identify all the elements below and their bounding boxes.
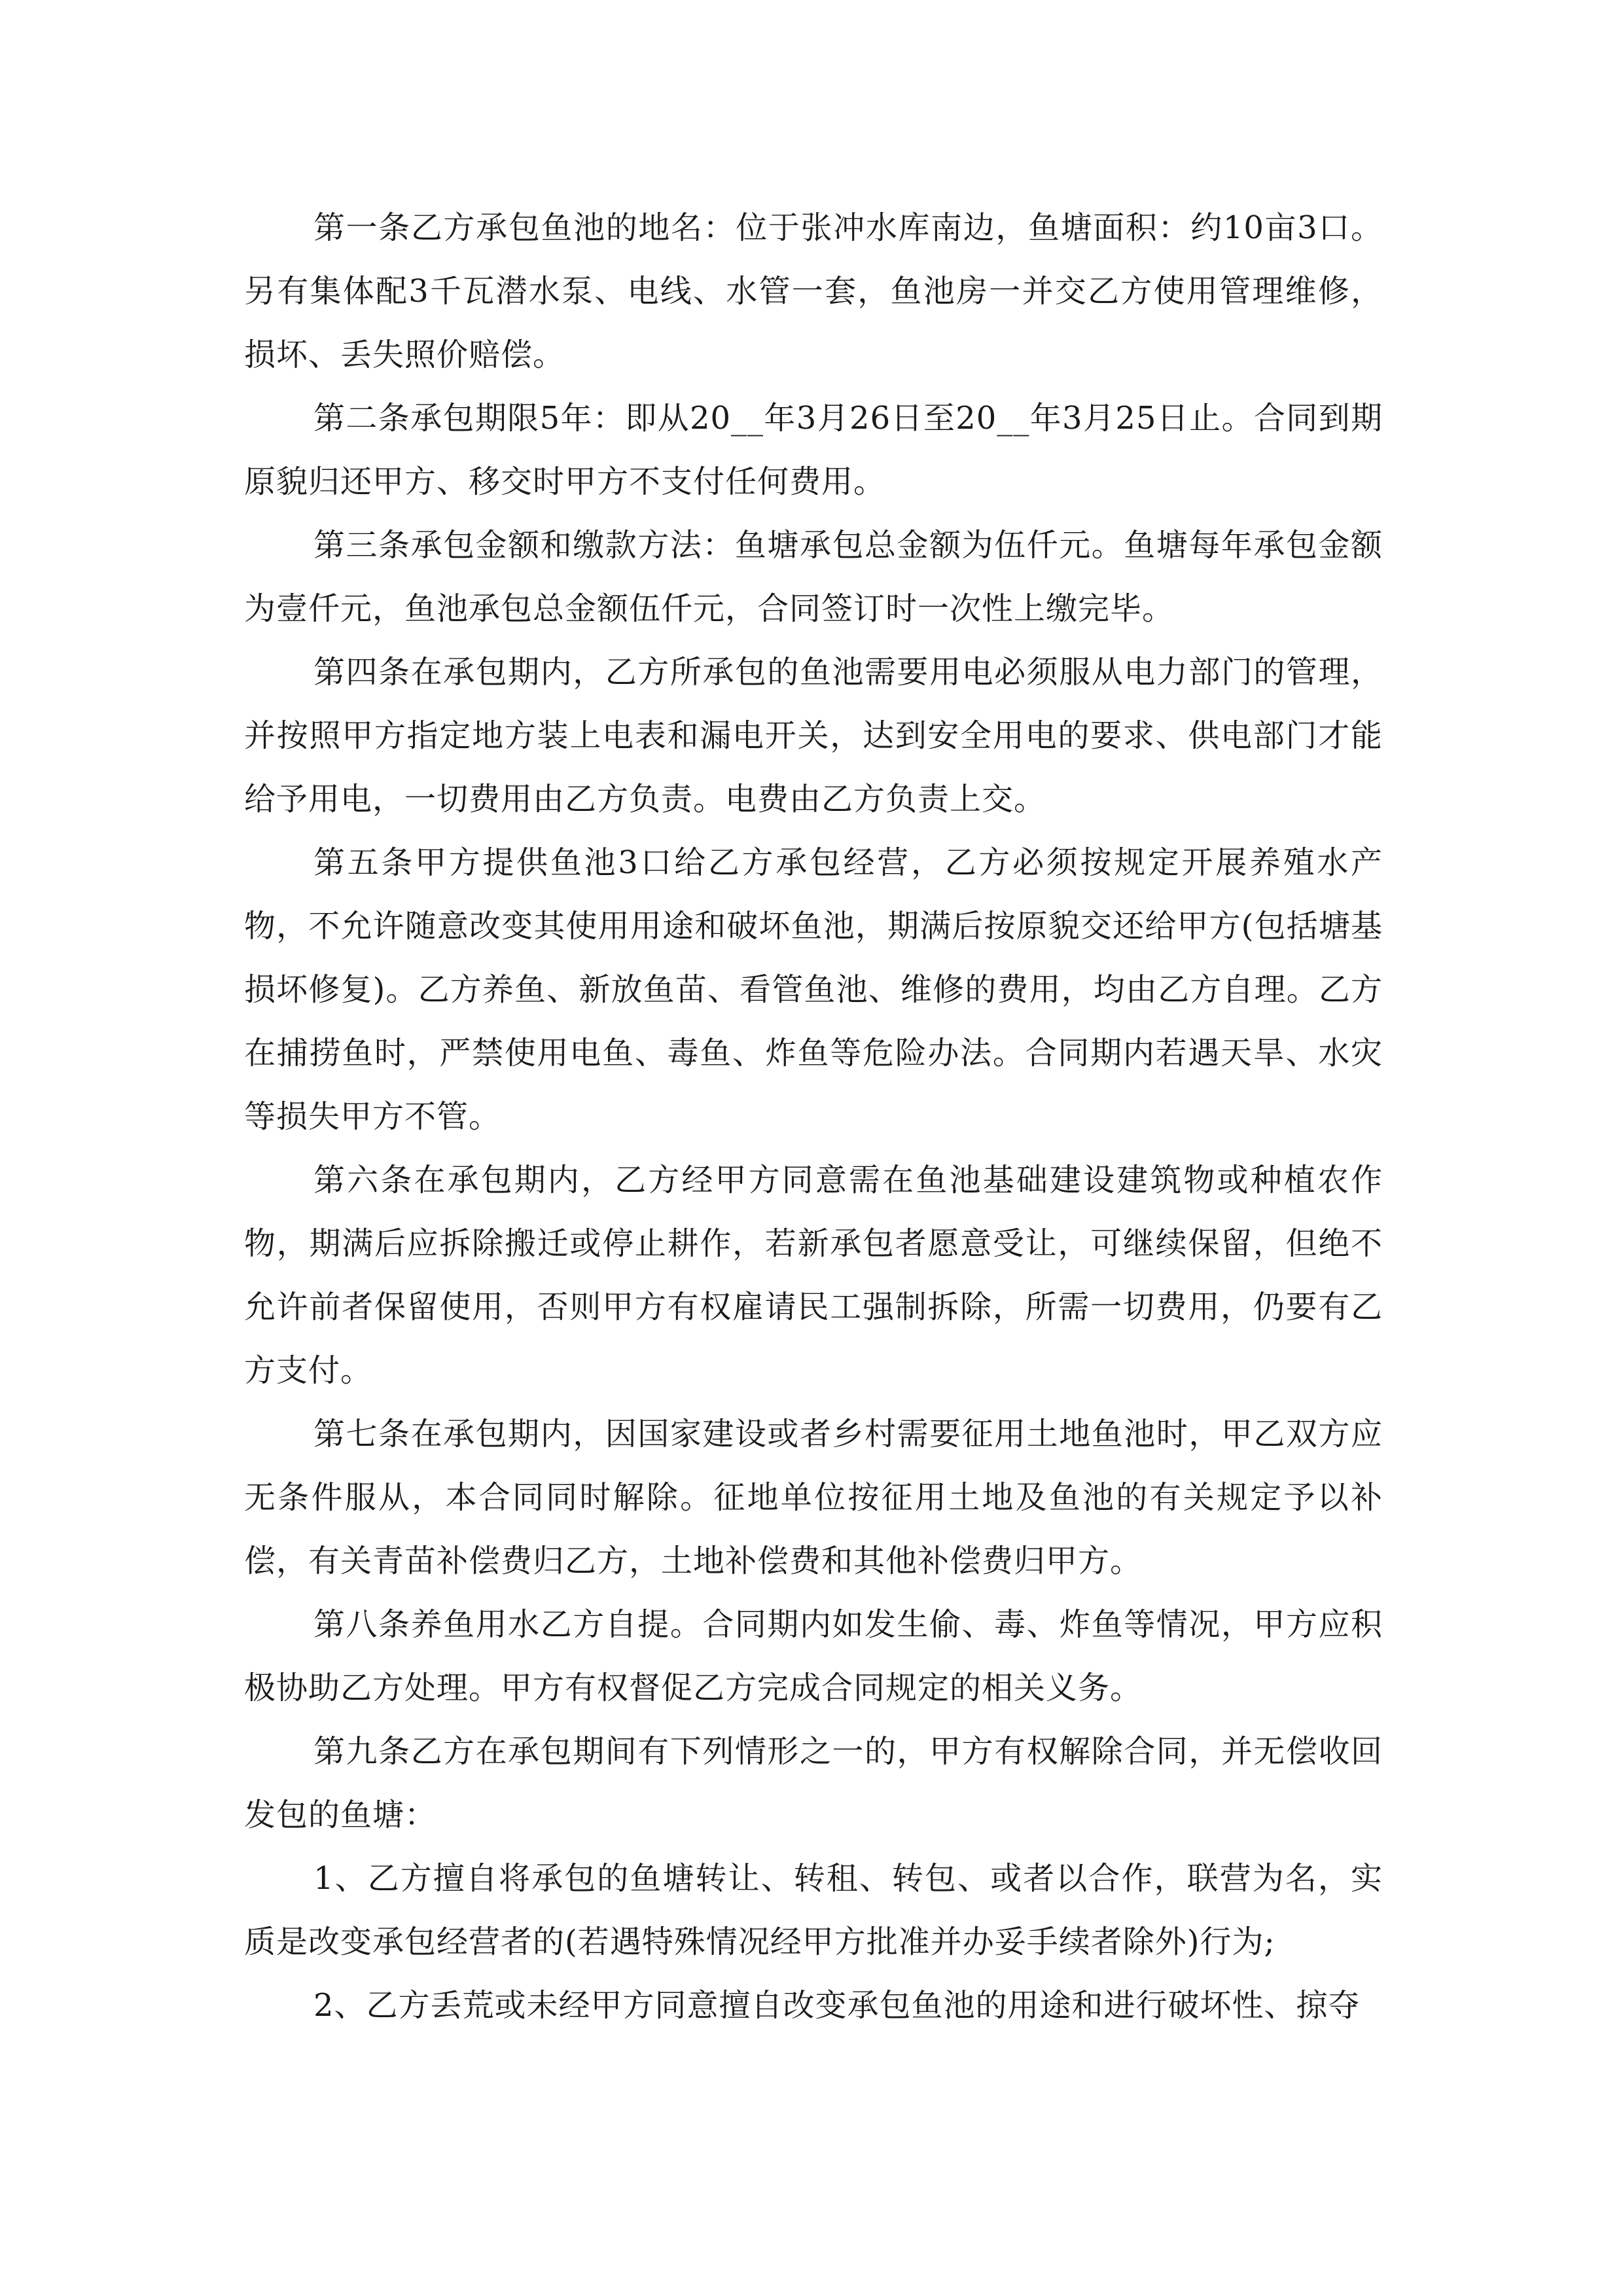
clause-3: 第三条承包金额和缴款方法：鱼塘承包总金额为伍仟元。鱼塘每年承包金额为壹仟元，鱼池承包总金额伍仟元，合同签订时一次性上缴完毕。 — [244, 527, 1383, 627]
clause-4: 第四条在承包期内，乙方所承包的鱼池需要用电必须服从电力部门的管理，并按照甲方指定地方装上电表和漏电开关，达到安全用电的要求、供电部门才能给予用电，一切费用由乙方负责。电费由乙方负责上交。 — [244, 654, 1383, 817]
clause-5: 第五条甲方提供鱼池3口给乙方承包经营，乙方必须按规定开展养殖水产物，不允许随意改变其使用用途和破坏鱼池，期满后按原貌交还给甲方(包括塘基损坏修复)。乙方养鱼、新放鱼苗、看管鱼池、维修的费用，均由乙方自理。乙方在捕捞鱼时，严禁使用电鱼、毒鱼、炸鱼等危险办法。合同期内若遇天旱、水灾等损失甲方不管。 — [244, 844, 1383, 1135]
clause-9: 第九条乙方在承包期间有下列情形之一的，甲方有权解除合同，并无偿收回发包的鱼塘： — [244, 1733, 1383, 1833]
contract-body — [244, 196, 1383, 2037]
clause-9-item-1: 1、乙方擅自将承包的鱼塘转让、转租、转包、或者以合作，联营为名，实质是改变承包经营者的(若遇特殊情况经甲方批准并办妥手续者除外)行为; — [244, 1860, 1383, 1960]
clause-2: 第二条承包期限5年：即从20__年3月26日至20__年3月25日止。合同到期原貌归还甲方、移交时甲方不支付任何费用。 — [244, 400, 1383, 500]
clause-9-item-2: 2、乙方丢荒或未经甲方同意擅自改变承包鱼池的用途和进行破坏性、掠夺 — [313, 1987, 1361, 2024]
clause-6: 第六条在承包期内，乙方经甲方同意需在鱼池基础建设建筑物或种植农作物，期满后应拆除搬迁或停止耕作，若新承包者愿意受让，可继续保留，但绝不允许前者保留使用，否则甲方有权雇请民工强制拆除，所需一切费用，仍要有乙方支付。 — [244, 1162, 1383, 1389]
clause-7: 第七条在承包期内，因国家建设或者乡村需要征用土地鱼池时，甲乙双方应无条件服从，本合同同时解除。征地单位按征用土地及鱼池的有关规定予以补偿，有关青苗补偿费归乙方，土地补偿费和其他补偿费归甲方。 — [244, 1416, 1383, 1579]
clause-1: 第一条乙方承包鱼池的地名：位于张冲水库南边，鱼塘面积：约10亩3口。另有集体配3千瓦潜水泵、电线、水管一套，鱼池房一并交乙方使用管理维修，损坏、丢失照价赔偿。 — [244, 209, 1383, 373]
clause-8: 第八条养鱼用水乙方自提。合同期内如发生偷、毒、炸鱼等情况，甲方应积极协助乙方处理。甲方有权督促乙方完成合同规定的相关义务。 — [244, 1606, 1383, 1706]
